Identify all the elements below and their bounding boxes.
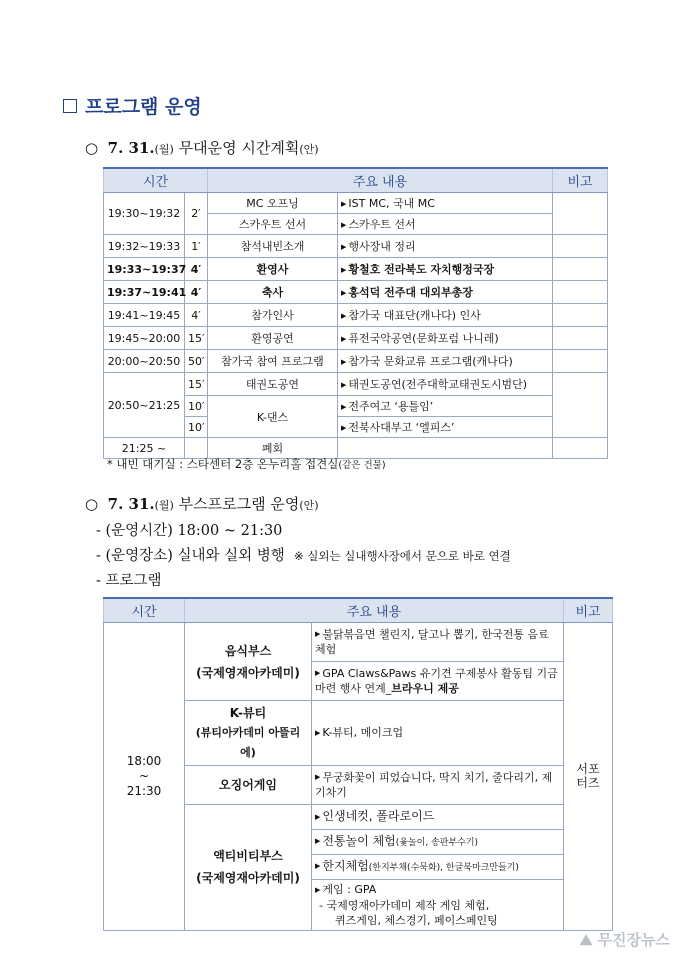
draft-suffix: (안) bbox=[299, 143, 319, 156]
triangle-bullet-icon: ▶ bbox=[341, 266, 347, 274]
detail-cell bbox=[338, 396, 553, 417]
time-cell: 19:37~19:41 bbox=[104, 281, 185, 304]
program-cell: 환영사 bbox=[208, 258, 338, 281]
detail-cell bbox=[338, 327, 553, 350]
triangle-bullet-icon: ▶ bbox=[341, 424, 347, 432]
operation-place-text: - (운영장소) 실내와 실외 병행 bbox=[96, 548, 285, 564]
footnote-text: * 내빈 대기실 : 스타센터 2층 온누리홀 접견실 bbox=[107, 457, 339, 471]
logo-icon: ⛰ bbox=[579, 931, 593, 949]
time-cell: 19:41~19:45 bbox=[104, 304, 185, 327]
remark-cell bbox=[553, 193, 608, 235]
detail-bold-text: 브라우니 제공 bbox=[391, 682, 459, 696]
section-title bbox=[63, 92, 202, 119]
triangle-bullet-icon: ▶ bbox=[315, 630, 321, 639]
duration-cell: 4′ bbox=[185, 258, 208, 281]
duration-cell: 15′ bbox=[185, 327, 208, 350]
triangle-bullet-icon: ▶ bbox=[341, 243, 347, 251]
detail-small-text: (윷놀이, 송판부수기) bbox=[395, 837, 479, 848]
table-row bbox=[104, 304, 608, 327]
detail-text: 인생네컷, 폴라로이드 bbox=[322, 809, 435, 824]
triangle-bullet-icon: ▶ bbox=[341, 200, 347, 208]
triangle-bullet-icon: ▶ bbox=[341, 358, 347, 366]
detail-cell bbox=[338, 258, 553, 281]
triangle-bullet-icon: ▶ bbox=[315, 837, 321, 845]
detail-text: 게임 : GPA bbox=[322, 883, 377, 896]
detail-cell bbox=[338, 193, 553, 214]
detail-text: 전통놀이 체험 bbox=[322, 833, 396, 848]
detail-text: 불닭볶음면 챌린지, 달고나 뽑기, 한국전통 음료 체험 bbox=[315, 627, 549, 657]
detail-text: 홍석덕 전주대 대외부총장 bbox=[348, 286, 473, 299]
header-time: 시간 bbox=[104, 168, 208, 193]
subsection-text: 무대운영 시간계획 bbox=[178, 139, 300, 157]
detail-cell bbox=[338, 373, 553, 396]
program-cell: K-댄스 bbox=[208, 396, 338, 438]
detail-cell bbox=[338, 304, 553, 327]
time-cell: 21:25 ~ bbox=[104, 438, 185, 459]
date: 7. 31. bbox=[107, 139, 155, 157]
table-row bbox=[104, 327, 608, 350]
detail-cell bbox=[338, 214, 553, 235]
program-cell: 참석내빈소개 bbox=[208, 235, 338, 258]
program-cell: 폐회 bbox=[208, 438, 338, 459]
draft-suffix: (안) bbox=[299, 499, 319, 512]
booth-org: (국제영재아카데미) bbox=[196, 665, 300, 680]
detail-text: K-뷰티, 메이크업 bbox=[322, 726, 404, 740]
booth-name: K-뷰티 bbox=[229, 706, 267, 720]
remark-cell bbox=[553, 373, 608, 438]
header-remark: 비고 bbox=[564, 598, 613, 623]
triangle-bullet-icon: ▶ bbox=[341, 221, 347, 229]
program-cell: 참가인사 bbox=[208, 304, 338, 327]
section-title-text: 프로그램 운영 bbox=[85, 96, 202, 118]
remark-cell bbox=[553, 350, 608, 373]
duration-cell: 1′ bbox=[185, 235, 208, 258]
time-cell: 19:30~19:32 bbox=[104, 193, 185, 235]
footnote-small: (같은 건물) bbox=[338, 460, 386, 471]
table-row bbox=[104, 623, 613, 662]
time-cell: 19:32~19:33 bbox=[104, 235, 185, 258]
detail-sub-text: 퀴즈게임, 체스경기, 페이스페인팅 bbox=[335, 913, 498, 927]
triangle-bullet-icon: ▶ bbox=[341, 312, 347, 320]
program-cell: 태권도공연 bbox=[208, 373, 338, 396]
detail-cell bbox=[312, 880, 564, 931]
table-row bbox=[104, 258, 608, 281]
detail-text: 전북사대부고 ‘엘피스’ bbox=[348, 421, 455, 434]
booth-cell: 오징어게임 bbox=[185, 766, 312, 805]
remark-cell bbox=[553, 438, 608, 459]
remark-cell bbox=[553, 281, 608, 304]
booth-program-table bbox=[103, 597, 613, 931]
booth-cell bbox=[185, 805, 312, 931]
detail-text: 퓨전국악공연(문화포럼 나니레) bbox=[348, 332, 499, 345]
detail-cell bbox=[338, 417, 553, 438]
triangle-bullet-icon: ▶ bbox=[315, 773, 321, 782]
header-time: 시간 bbox=[104, 598, 185, 623]
operation-time-line: - (운영시간) 18:00 ~ 21:30 bbox=[96, 523, 283, 539]
detail-text: 한지체험 bbox=[322, 858, 369, 873]
circle-bullet-icon: ○ bbox=[85, 139, 99, 157]
subsection-2-title bbox=[85, 493, 319, 514]
triangle-bullet-icon: ▶ bbox=[341, 403, 347, 411]
booth-name: 액티비티부스 bbox=[213, 849, 283, 864]
triangle-bullet-icon: ▶ bbox=[315, 862, 321, 870]
detail-text: 무궁화꽃이 피었습니다, 딱지 치기, 줄다리기, 제기차기 bbox=[315, 770, 553, 800]
duration-cell: 10′ bbox=[185, 417, 208, 438]
detail-cell bbox=[312, 805, 564, 830]
detail-small-text: (한지부채(수묵화), 한글북마크만들기) bbox=[368, 862, 519, 873]
remark-cell bbox=[553, 327, 608, 350]
stage-schedule-table bbox=[103, 167, 608, 459]
triangle-bullet-icon: ▶ bbox=[315, 728, 321, 737]
program-cell: 스카우트 선서 bbox=[208, 214, 338, 235]
watermark-text: 무진장뉴스 bbox=[597, 931, 670, 949]
table-row bbox=[104, 373, 608, 396]
detail-text: GPA Claws&Paws 유기견 구제봉사 활동팀 기금마련 행사 연계_ bbox=[315, 666, 558, 696]
triangle-bullet-icon: ▶ bbox=[341, 289, 347, 297]
triangle-bullet-icon: ▶ bbox=[315, 669, 321, 678]
detail-text: 스카우트 선서 bbox=[348, 218, 416, 231]
detail-cell bbox=[338, 281, 553, 304]
duration-cell: 10′ bbox=[185, 396, 208, 417]
detail-text: 황철호 전라북도 자치행정국장 bbox=[348, 263, 495, 276]
program-cell: 환영공연 bbox=[208, 327, 338, 350]
detail-cell bbox=[312, 766, 564, 805]
duration-cell: 4′ bbox=[185, 281, 208, 304]
operation-place-line bbox=[96, 544, 511, 565]
detail-cell bbox=[312, 701, 564, 766]
triangle-bullet-icon: ▶ bbox=[315, 812, 321, 821]
subsection-text: 부스프로그램 운영 bbox=[178, 495, 300, 513]
program-cell: 참가국 참여 프로그램 bbox=[208, 350, 338, 373]
date: 7. 31. bbox=[107, 495, 155, 513]
detail-cell bbox=[312, 623, 564, 662]
booth-org: (국제영재아카데미) bbox=[196, 871, 300, 886]
detail-text: 참가국 문화교류 프로그램(캐나다) bbox=[348, 355, 513, 368]
table-row bbox=[104, 350, 608, 373]
remark-cell bbox=[553, 304, 608, 327]
detail-text: 전주여고 ‘용틀임’ bbox=[348, 400, 434, 413]
booth-cell bbox=[185, 701, 312, 766]
program-line: - 프로그램 bbox=[96, 573, 162, 589]
header-content: 주요 내용 bbox=[185, 598, 564, 623]
booth-name: 음식부스 bbox=[224, 643, 272, 658]
duration-cell: 15′ bbox=[185, 373, 208, 396]
weekday: (월) bbox=[154, 143, 174, 156]
weekday: (월) bbox=[154, 499, 174, 512]
duration-cell: 4′ bbox=[185, 304, 208, 327]
circle-bullet-icon: ○ bbox=[85, 495, 99, 513]
triangle-bullet-icon: ▶ bbox=[341, 381, 347, 389]
time-cell: 19:33~19:37 bbox=[104, 258, 185, 281]
detail-cell bbox=[338, 350, 553, 373]
time-cell: 18:00 ~ 21:30 bbox=[104, 623, 185, 931]
remark-cell bbox=[553, 258, 608, 281]
booth-cell bbox=[185, 623, 312, 701]
detail-cell bbox=[312, 830, 564, 855]
header-content: 주요 내용 bbox=[208, 168, 553, 193]
detail-text: 참가국 대표단(캐나다) 인사 bbox=[348, 309, 481, 322]
checkbox-square-icon bbox=[63, 99, 77, 113]
program-cell: MC 오프닝 bbox=[208, 193, 338, 214]
duration-cell: 50′ bbox=[185, 350, 208, 373]
table-row bbox=[104, 235, 608, 258]
triangle-bullet-icon: ▶ bbox=[315, 885, 321, 894]
detail-sub-text: - 국제영재아카데미 제작 게임 체험, bbox=[319, 898, 490, 912]
detail-cell bbox=[312, 855, 564, 880]
time-cell: 19:45~20:00 bbox=[104, 327, 185, 350]
header-remark: 비고 bbox=[553, 168, 608, 193]
detail-text: 행사장내 정리 bbox=[348, 240, 416, 253]
detail-text: IST MC, 국내 MC bbox=[348, 197, 435, 210]
duration-cell: 2′ bbox=[185, 193, 208, 235]
time-cell: 20:50~21:25 bbox=[104, 373, 185, 438]
remark-cell: 서포 터즈 bbox=[564, 623, 613, 931]
subsection-1-title bbox=[85, 137, 319, 158]
triangle-bullet-icon: ▶ bbox=[341, 335, 347, 343]
time-cell: 20:00~20:50 bbox=[104, 350, 185, 373]
booth-org: (뷰티아카데미 아뜰리에) bbox=[195, 726, 301, 759]
watermark-logo bbox=[580, 929, 670, 950]
footnote bbox=[107, 456, 386, 472]
detail-cell bbox=[312, 662, 564, 701]
program-cell: 축사 bbox=[208, 281, 338, 304]
table-row bbox=[104, 281, 608, 304]
detail-cell bbox=[338, 235, 553, 258]
operation-place-note: ※ 실외는 실내행사장에서 문으로 바로 연결 bbox=[293, 549, 511, 563]
remark-cell bbox=[553, 235, 608, 258]
table-row bbox=[104, 193, 608, 214]
detail-text: 태권도공연(전주대학교태권도시범단) bbox=[348, 378, 527, 391]
